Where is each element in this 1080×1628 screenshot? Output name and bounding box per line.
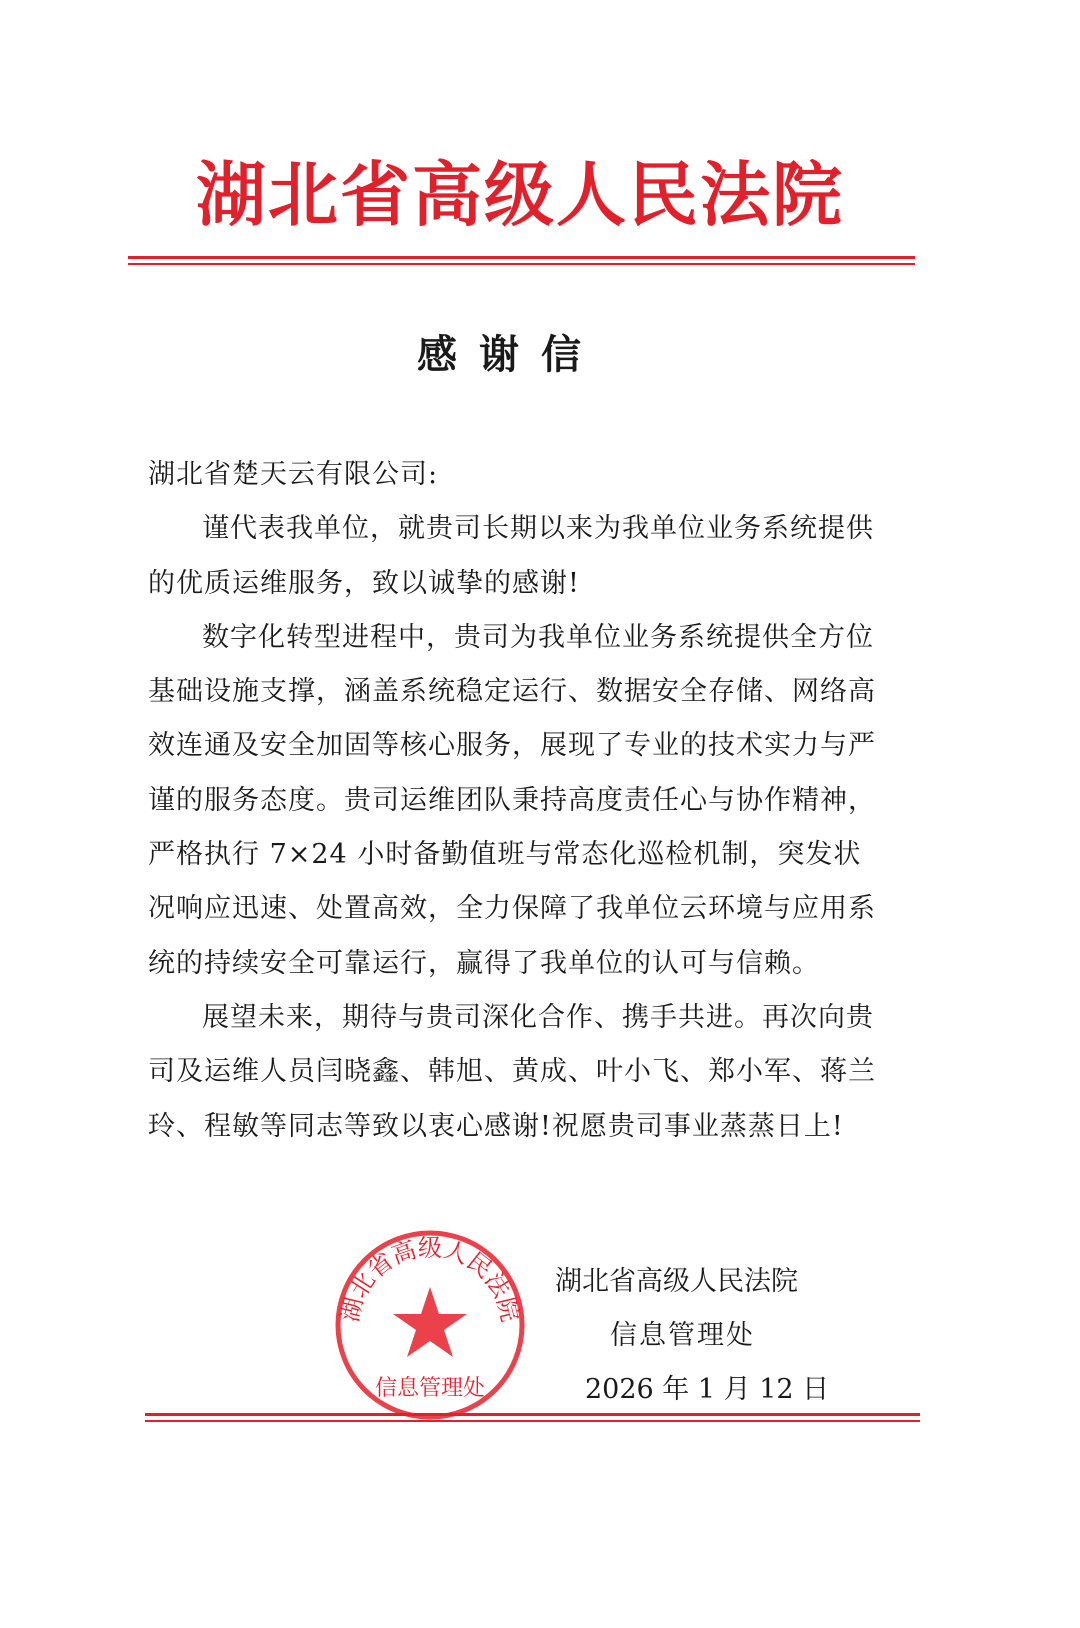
paragraph-line: 严格执行 7×24 小时备勤值班与常态化巡检机制，突发状 (148, 839, 862, 871)
letterhead-rule (128, 256, 915, 259)
salutation: 湖北省楚天云有限公司: (148, 459, 439, 490)
paragraph-line: 统的持续安全可靠运行，赢得了我单位的认可与信赖。 (148, 947, 820, 979)
official-seal-stamp (330, 1225, 530, 1425)
footer-rule (145, 1413, 920, 1416)
paragraph-line: 展望未来，期待与贵司深化合作、携手共进。再次向贵 (202, 1001, 874, 1033)
letterhead-rule-thin (128, 263, 915, 265)
seal-bottom-text: 信息管理处 (374, 1376, 486, 1401)
paragraph-line: 况响应迅速、处置高效，全力保障了我单位云环境与应用系 (148, 893, 876, 925)
letterhead-title: 湖北省高级人民法院 (196, 154, 844, 236)
paragraph-line: 谨代表我单位，就贵司长期以来为我单位业务系统提供 (202, 513, 874, 545)
paragraph-line: 玲、程敏等同志等致以衷心感谢!祝愿贵司事业蒸蒸日上! (148, 1110, 844, 1142)
paragraph-line: 司及运维人员闫晓鑫、韩旭、黄成、叶小飞、郑小军、蒋兰 (148, 1056, 876, 1088)
paragraph-line: 谨的服务态度。贵司运维团队秉持高度责任心与协作精神， (148, 784, 876, 816)
signature-org: 湖北省高级人民法院 (555, 1266, 798, 1297)
paragraph-line: 效连通及安全加固等核心服务，展现了专业的技术实力与严 (148, 730, 876, 762)
signature-date: 2026 年 1 月 12 日 (585, 1374, 830, 1405)
paragraph-line: 的优质运维服务，致以诚挚的感谢! (148, 567, 580, 599)
paragraph-line: 基础设施支撑，涵盖系统稳定运行、数据安全存储、网络高 (148, 676, 876, 708)
seal-ring-text: 湖北省高级人民法院 (335, 1234, 525, 1325)
paragraph-line: 数字化转型进程中，贵司为我单位业务系统提供全方位 (202, 621, 874, 653)
letter-body (148, 448, 908, 1154)
document-title: 感谢信 (417, 332, 603, 378)
footer-rule-thin (145, 1420, 920, 1422)
signature-dept: 信息管理处 (610, 1320, 755, 1351)
seal-star-icon (393, 1287, 467, 1357)
